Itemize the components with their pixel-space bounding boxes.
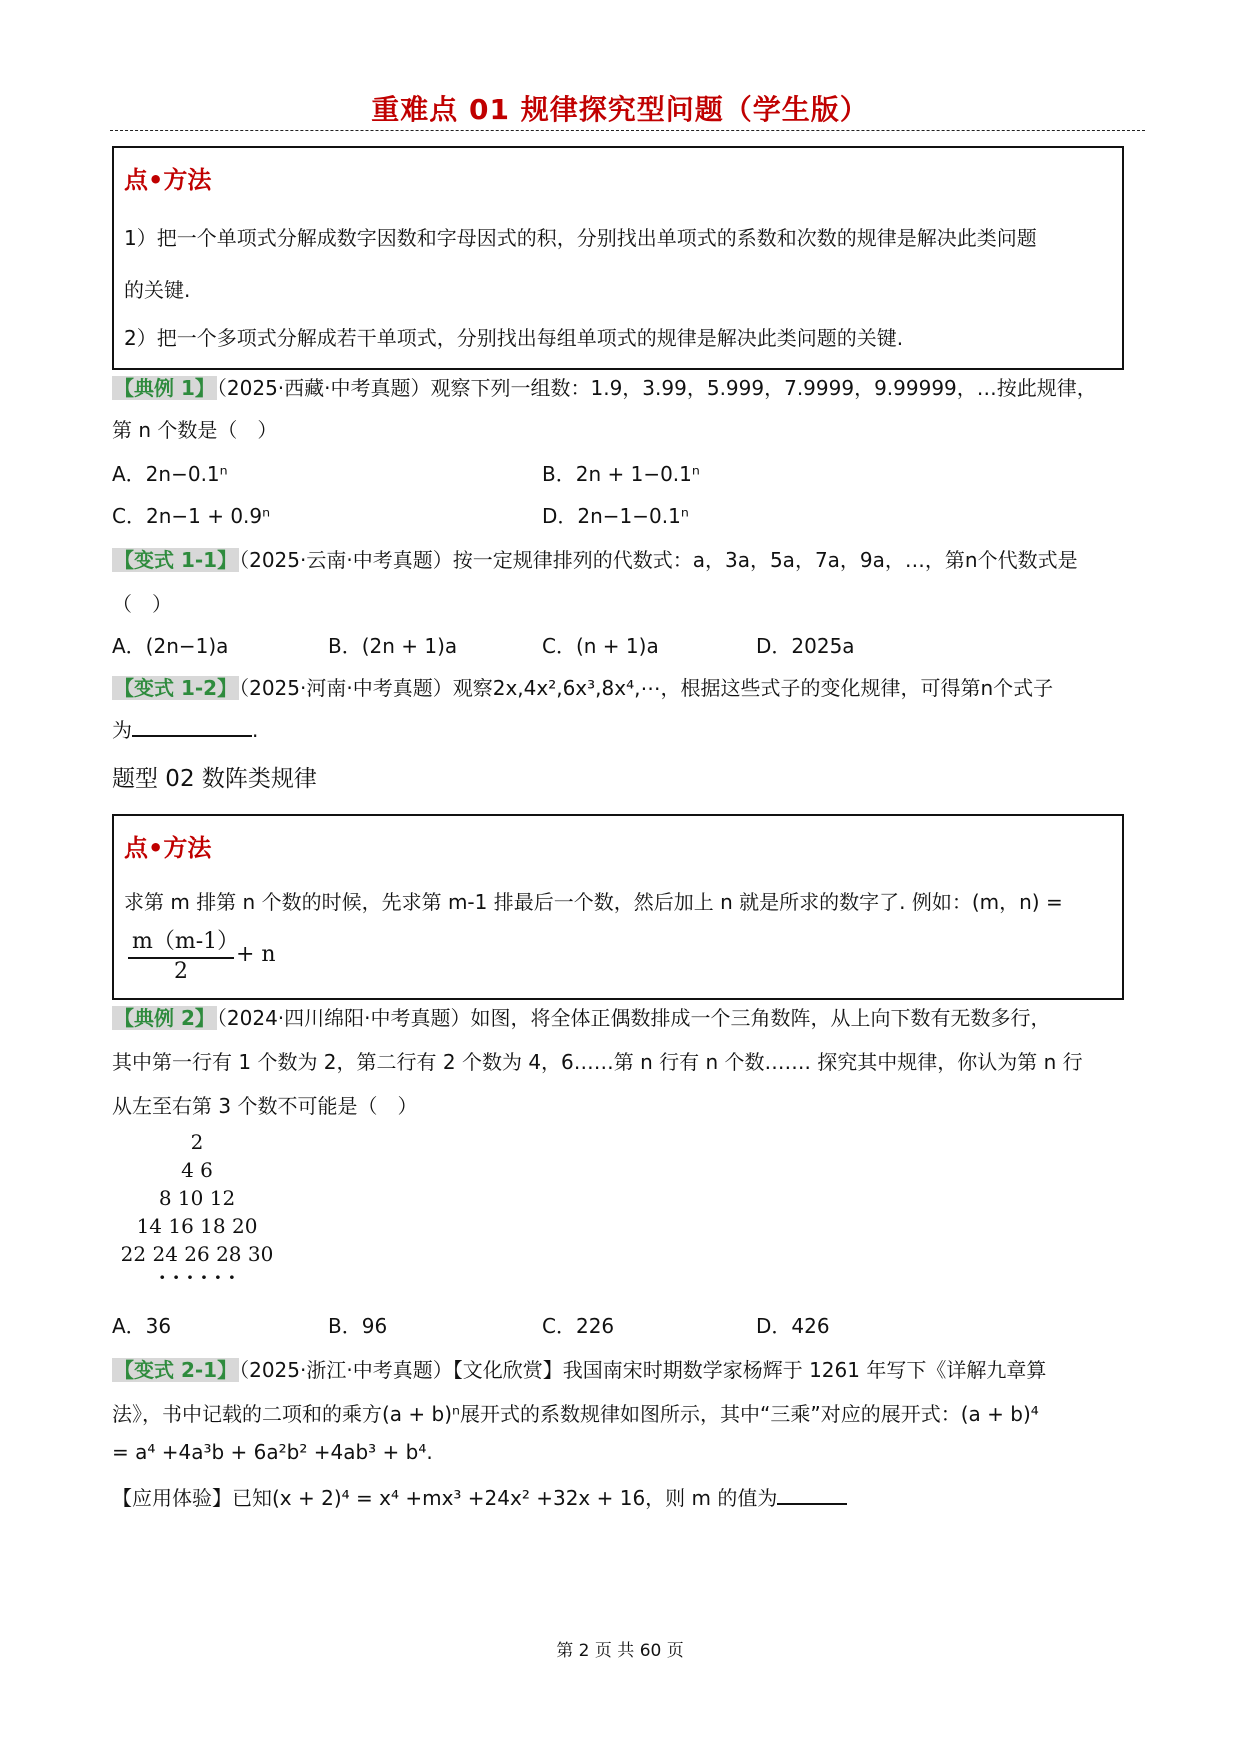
example-2-line1 [112,1002,1051,1031]
triangle-row-4: 14 16 18 20 [136,1214,258,1238]
method-box-1 [112,146,1124,370]
variant-2-1-line3: = a⁴ +4a³b + 6a²b² +4ab³ + b⁴. [112,1440,433,1464]
example-1-line1 [112,372,1097,401]
triangle-array [112,1128,282,1289]
variant-1-1-option-a: A．(2n−1)a [112,634,229,658]
variant-2-1-line1 [112,1354,1046,1383]
example-1-line2: 第 n 个数是（ ） [112,418,278,442]
triangle-row-3: 8 10 12 [158,1186,236,1210]
variant-2-1-answer-blank[interactable] [777,1485,847,1505]
example-1-tag: 【典例 1】 [114,376,215,400]
triangle-row-5: 22 24 26 28 30 [120,1242,274,1266]
variant-1-1-tag: 【变式 1-1】 [114,548,238,572]
variant-1-1-option-b: B．(2n + 1)a [328,634,458,658]
method-box-2-title: 点•方法 [124,834,212,862]
variant-1-2-prefix: 为 [112,718,132,742]
variant-1-2-text: （2025·河南·中考真题）观察2x,4x²,6x³,8x⁴,⋯，根据这些式子的变化规律，可得第n个式子 [239,676,1054,700]
method-box-1-title: 点•方法 [124,166,212,194]
example-2-option-c: C．226 [542,1314,615,1338]
example-2-line2: 其中第一行有 1 个数为 2，第二行有 2 个数为 4，6……第 n 行有 n 个数……. 探究其中规律，你认为第 n 行 [112,1050,1083,1074]
page-footer: 第 2 页 共 60 页 [556,1641,684,1661]
example-2-option-a: A．36 [112,1314,172,1338]
variant-1-2-line2 [112,714,258,743]
variant-1-2-line1 [112,672,1053,701]
section-2-heading: 题型 02 数阵类规律 [112,766,317,792]
example-1-option-c: C．2n−1 + 0.9ⁿ [112,504,271,528]
example-2-option-b: B．96 [328,1314,388,1338]
variant-2-1-line2: 法》，书中记载的二项和的乘方(a + b)ⁿ展开式的系数规律如图所示，其中“三乘”对应的展开式：(a + b)⁴ [112,1402,1039,1426]
variant-1-1-option-c: C．(n + 1)a [542,634,659,658]
method-box-2-fraction [128,924,243,984]
fraction-numerator: m（m-1） [132,929,240,954]
variant-2-1-tag: 【变式 2-1】 [114,1358,238,1382]
example-1-option-b: B．2n + 1−0.1ⁿ [542,462,700,486]
example-2-text: （2024·四川绵阳·中考真题）如图，将全体正偶数排成一个三角数阵，从上向下数有无数多行， [216,1006,1051,1030]
title-divider [110,130,1145,131]
variant-1-2-suffix: . [252,718,259,742]
variant-1-1-option-d: D．2025a [756,634,855,658]
example-1-text: （2025·西藏·中考真题）观察下列一组数：1.9，3.99，5.999，7.9999，9.99999，…按此规律， [216,376,1097,400]
variant-1-1-text: （2025·云南·中考真题）按一定规律排列的代数式：a，3a，5a，7a，9a，…，第n个代数式是 [239,548,1078,572]
example-2-line3: 从左至右第 3 个数不可能是（ ） [112,1094,418,1118]
example-1-option-a: A．2n−0.1ⁿ [112,462,228,486]
triangle-row-1: 2 [190,1130,204,1154]
variant-1-1-line1 [112,544,1078,573]
example-2-tag: 【典例 2】 [114,1006,215,1030]
method-box-2-line1: 求第 m 排第 n 个数的时候，先求第 m-1 排最后一个数，然后加上 n 就是所求的数字了. 例如：(m，n) = [124,890,1063,914]
method-box-1-line2: 2）把一个多项式分解成若干单项式，分别找出每组单项式的规律是解决此类问题的关键. [124,326,904,350]
triangle-row-ellipsis: · · · · · · [158,1265,236,1289]
variant-2-1-line4 [112,1482,847,1511]
method-box-1-line1: 1）把一个单项式分解成数字因数和字母因式的积，分别找出单项式的系数和次数的规律是解决此类问题 [124,226,1037,250]
variant-1-2-answer-blank[interactable] [132,717,252,737]
triangle-row-2: 4 6 [181,1158,213,1182]
example-2-option-d: D．426 [756,1314,830,1338]
method-box-2-fraction-tail: + n [236,942,276,967]
variant-2-1-question: 【应用体验】已知(x + 2)⁴ = x⁴ +mx³ +24x² +32x + 16，则 m 的值为 [112,1486,778,1510]
variant-2-1-text: （2025·浙江·中考真题）【文化欣赏】我国南宋时期数学家杨辉于 1261 年写下《详解九章算 [239,1358,1047,1382]
method-box-2 [112,814,1124,1000]
variant-1-2-tag: 【变式 1-2】 [114,676,238,700]
page-title: 重难点 01 规律探究型问题（学生版） [371,93,869,126]
fraction-denominator: 2 [174,959,188,984]
variant-1-1-line2: （ ） [112,592,172,616]
method-box-1-line1b: 的关键. [124,278,191,302]
example-1-option-d: D．2n−1−0.1ⁿ [542,504,689,528]
